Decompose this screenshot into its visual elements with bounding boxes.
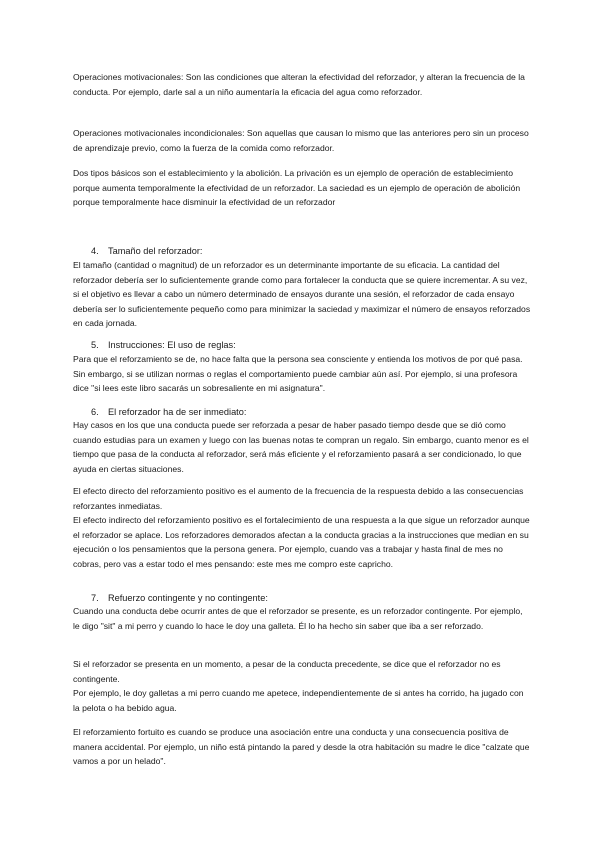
paragraph-motivational-operations: Operaciones motivacionales: Son las condiciones que alteran la efectividad del reforzador, y alteran la frecuencia de la conducta. Por ejemplo, darle sal a un niño aumentaría la eficacia del agua como reforzador. <box>73 72 525 97</box>
paragraph-establishment-abolition: Dos tipos básicos son el establecimiento y la abolición. La privación es un ejemplo de operación de establecimiento porque aumenta temporalmente la efectividad de un reforzador. La saciedad es un ejemplo de operación de abolición porque temporalmente hace disminuir la efectividad de un reforzador <box>73 168 521 208</box>
paragraph-direct-effect: El efecto directo del reforzamiento positivo es el aumento de la frecuencia de la respuesta debido a las consecuencias reforzantes inmediatas. <box>73 486 524 511</box>
section-body-4: El tamaño (cantidad o magnitud) de un reforzador es un determinante importante de su eficacia. La cantidad del reforzador debería ser lo suficientemente grande como para fortalecer la conducta que se quiere incrementar. A su vez, si el objetivo es llevar a cabo un número determinado de ensayos durante una sesión, el reforzador de cada ensayo debería ser lo suficientemente pequeño como para minimizar la saciedad y maximizar el número de ensayos reforzados en cada jornada. <box>73 260 531 329</box>
paragraph-indirect-effect: El efecto indirecto del reforzamiento positivo es el fortalecimiento de una respuesta a la que sigue un reforzador aunque el reforzador se aplace. Los reforzadores demorados afectan a la conducta gracias a la instrucciones que median en su ejecución o los pensamientos que la persona genera. Por ejemplo, cuando vas a trabajar y hasta final de mes no cobras, pero vas a estar todo el mes pensando: este mes me compro este capricho. <box>73 515 530 569</box>
section-body-6: Hay casos en los que una conducta puede ser reforzada a pesar de haber pasado tiempo desde que se dió como cuando estudias para un examen y luego con las buenas notas te compran un regalo. Sin embargo, cuanto menor es el tiempo que pasa de la conducta al reforzador, será más eficiente y el reforzamiento pasará a ser condicionado, lo que ayuda en ciertas situaciones. <box>73 420 529 474</box>
paragraph-noncontingent: Si el reforzador se presenta en un momento, a pesar de la conducta precedente, se dice que el reforzador no es contingente. <box>73 659 501 684</box>
section-heading-5 <box>91 338 531 353</box>
section-body-5: Para que el reforzamiento se de, no hace falta que la persona sea consciente y entienda los motivos de por qué pasa. Sin embargo, si se utilizan normas o reglas el comportamiento puede cambiar aún así. Por ejemplo, si una profesora dice "si lees este libro sacarás un sobresaliente en mi asignatura". <box>73 354 523 394</box>
section-number: 6. <box>91 407 99 417</box>
section-title: Tamaño del reforzador: <box>108 246 203 256</box>
section-title: El reforzador ha de ser inmediato: <box>108 407 247 417</box>
section-number: 5. <box>91 340 99 350</box>
paragraph-unconditioned-operations: Operaciones motivacionales incondicionales: Son aquellas que causan lo mismo que las anteriores pero sin un proceso de aprendizaje previo, como la fuerza de la comida como reforzador. <box>73 128 529 153</box>
paragraph-fortuitous-reinforcement: El reforzamiento fortuito es cuando se produce una asociación entre una conducta y una consecuencia positiva de manera accidental. Por ejemplo, un niño está pintando la pared y desde la otra habitación su madre le dice "calzate que vamos a por un helado". <box>73 727 530 767</box>
section-title: Refuerzo contingente y no contingente: <box>108 593 268 603</box>
paragraph-noncontingent-example: Por ejemplo, le doy galletas a mi perro cuando me apetece, independientemente de si antes ha corrido, ha jugado con la pelota o ha bebido agua. <box>73 688 524 713</box>
section-number: 7. <box>91 593 99 603</box>
section-heading-4 <box>91 244 531 259</box>
section-number: 4. <box>91 246 99 256</box>
section-body-7: Cuando una conducta debe ocurrir antes de que el reforzador se presente, es un reforzador contingente. Por ejemplo, le digo "sit" a mi perro y cuando lo hace le doy una galleta. Él lo ha hecho sin saber que iba a ser reforzado. <box>73 606 523 631</box>
section-title: Instrucciones: El uso de reglas: <box>108 340 236 350</box>
